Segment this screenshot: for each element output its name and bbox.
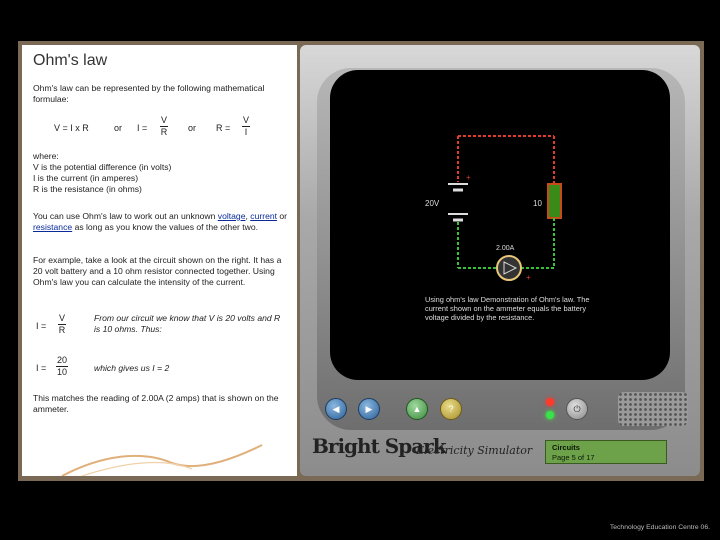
numerator: V [243, 115, 250, 125]
example-text: For example, take a look at the circuit shown on the right. It has a 20 volt battery and a 10 ohm resistor connected together. Using Ohm's law you can calculate the intensity of the current. [33, 255, 282, 287]
step2-text: which gives us I = 2 [94, 363, 170, 373]
step1-fraction [58, 313, 66, 336]
brand-subtitle: Electricity Simulator [416, 444, 533, 457]
page-title: Ohm's law [33, 52, 108, 69]
usage-pre: You can use Ohm's law to work out an unknown [33, 211, 216, 221]
ammeter [497, 256, 521, 280]
denominator: 10 [57, 367, 68, 377]
step1-lhs: I = [36, 321, 47, 331]
battery-plus-sign: + [466, 173, 471, 182]
numerator: V [161, 115, 168, 125]
home-button[interactable] [406, 398, 428, 420]
usage-text: You can use Ohm's law to work out an unknown voltage, current or resistance as long as you know the values of the other two. [33, 211, 288, 232]
intro-text: Ohm's law can be represented by the following mathematical formulae: [33, 83, 265, 104]
power-button[interactable] [566, 398, 588, 420]
lcd-page: Page 5 of 17 [552, 453, 595, 462]
where-label: where: [33, 151, 59, 161]
brand-logo: Bright Spark [312, 434, 446, 458]
battery-label: 20V [425, 199, 440, 208]
screen-caption: Using ohm's law Demonstration of Ohm's law. The current shown on the ammeter equals the battery voltage divided by the resistance. [425, 295, 590, 322]
home-icon: ▲ [412, 404, 422, 414]
resistance-link[interactable]: resistance [33, 222, 73, 232]
footer-credit: Technology Education Centre 06. [609, 524, 710, 531]
ammeter-reading: 2.00A [496, 245, 515, 252]
forward-icon: ▶ [365, 404, 373, 414]
power-icon: ⏻ [573, 404, 581, 414]
formula-r-lhs: R = [216, 123, 231, 133]
definition-i: I is the current (in amperes) [33, 173, 139, 183]
or-text-2: or [188, 123, 197, 133]
resistor-label: 10 [533, 199, 542, 208]
or-text-1: or [114, 123, 123, 133]
step1-text: From our circuit we know that V is 20 volts and R is 10 ohms. Thus: [94, 313, 281, 334]
numerator: 20 [57, 355, 68, 365]
ammeter-plus-sign: + [526, 273, 531, 282]
lcd-display [545, 440, 667, 464]
back-icon: ◀ [332, 404, 340, 414]
circuit-diagram [330, 70, 670, 380]
lcd-section: Circuits [552, 443, 580, 452]
conclusion-text: This matches the reading of 2.00A (2 amps) that is shown on the ammeter. [33, 393, 279, 414]
numerator: V [59, 313, 66, 323]
red-led [546, 398, 554, 406]
current-link[interactable]: current [250, 211, 278, 221]
definition-r: R is the resistance (in ohms) [33, 184, 142, 194]
step2-lhs: I = [36, 363, 47, 373]
or-word: or [279, 211, 288, 221]
help-button[interactable] [440, 398, 462, 420]
voltage-link[interactable]: voltage [217, 211, 246, 221]
speaker-grille [618, 392, 688, 426]
lesson-page [22, 45, 297, 476]
formula-i-lhs: I = [137, 123, 148, 133]
usage-post: as long as you know the values of the other two. [74, 222, 259, 232]
forward-button[interactable] [358, 398, 380, 420]
resistor [548, 184, 561, 218]
fraction-v-over-i [242, 115, 250, 138]
denominator: R [58, 325, 66, 335]
back-button[interactable] [325, 398, 347, 420]
denominator: R [160, 127, 168, 137]
fraction-v-over-r [160, 115, 168, 138]
definition-v: V is the potential difference (in volts) [33, 162, 172, 172]
help-icon: ? [448, 404, 454, 414]
step2-fraction [56, 355, 68, 378]
formula-v: V = I x R [54, 123, 89, 133]
green-led [546, 411, 554, 419]
denominator: I [244, 127, 248, 137]
